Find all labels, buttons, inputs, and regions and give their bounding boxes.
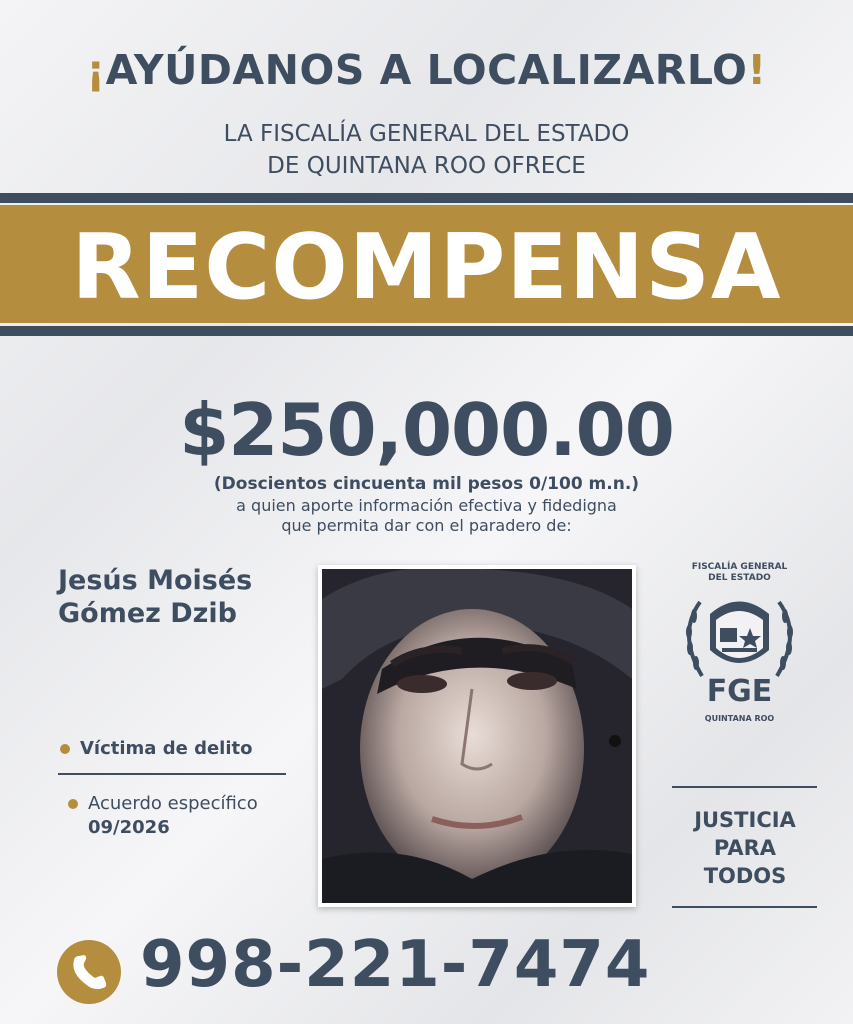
person-photo-frame: [318, 565, 636, 907]
agreement-info: [68, 792, 258, 840]
headline-open-mark: ¡: [86, 46, 106, 94]
headline: [0, 46, 853, 94]
person-name-line2: Gómez Dzib: [58, 598, 237, 629]
seal-emblem-icon: [672, 584, 807, 684]
headline-close-mark: !: [747, 46, 767, 94]
seal-top-text: [672, 562, 807, 584]
seal-top-line1: FISCALÍA GENERAL: [691, 562, 788, 572]
seal-acronym: FGE: [706, 674, 773, 709]
agreement-label: Acuerdo específico: [88, 793, 258, 814]
victim-label: [60, 738, 252, 759]
subhead: [0, 118, 853, 182]
slogan-line2: PARA: [713, 836, 777, 860]
bullet-dot-icon: [68, 799, 78, 809]
reward-description: [0, 496, 853, 536]
reward-description-line1: a quien aporte información efectiva y fidedigna: [236, 496, 617, 515]
headline-text: AYÚDANOS A LOCALIZARLO: [105, 46, 748, 94]
subhead-line2: DE QUINTANA ROO OFRECE: [267, 153, 586, 179]
phone-icon: [57, 940, 121, 1004]
agreement-number: 09/2026: [88, 817, 170, 838]
person-photo-illustration: [322, 569, 632, 903]
reward-description-line2: que permita dar con el paradero de:: [281, 516, 572, 535]
slogan-bottom-divider: [672, 906, 817, 908]
person-photo: [322, 569, 632, 903]
slogan-line3: TODOS: [703, 864, 787, 888]
reward-amount-words: (Doscientos cincuenta mil pesos 0/100 m.n.): [213, 474, 640, 494]
reward-amount: $250,000.00: [179, 388, 674, 472]
victim-label-text: Víctima de delito: [80, 738, 253, 759]
bottom-navy-band: [0, 326, 853, 336]
slogan-line1: JUSTICIA: [694, 808, 796, 832]
seal-top-line2: DEL ESTADO: [708, 573, 771, 583]
slogan-top-divider: [672, 786, 817, 788]
slogan: [660, 806, 830, 890]
phone-number[interactable]: 998-221-7474: [140, 928, 651, 1002]
fge-seal: [672, 562, 807, 732]
top-navy-band: [0, 193, 853, 203]
seal-bottom-text: QUINTANA ROO: [704, 714, 775, 723]
reward-title: RECOMPENSA: [71, 215, 782, 320]
subhead-line1: LA FISCALÍA GENERAL DEL ESTADO: [223, 121, 630, 147]
person-name-line1: Jesús Moisés: [58, 565, 253, 596]
bullet-dot-icon: [60, 744, 70, 754]
details-divider: [58, 773, 286, 775]
person-name: [58, 564, 298, 630]
